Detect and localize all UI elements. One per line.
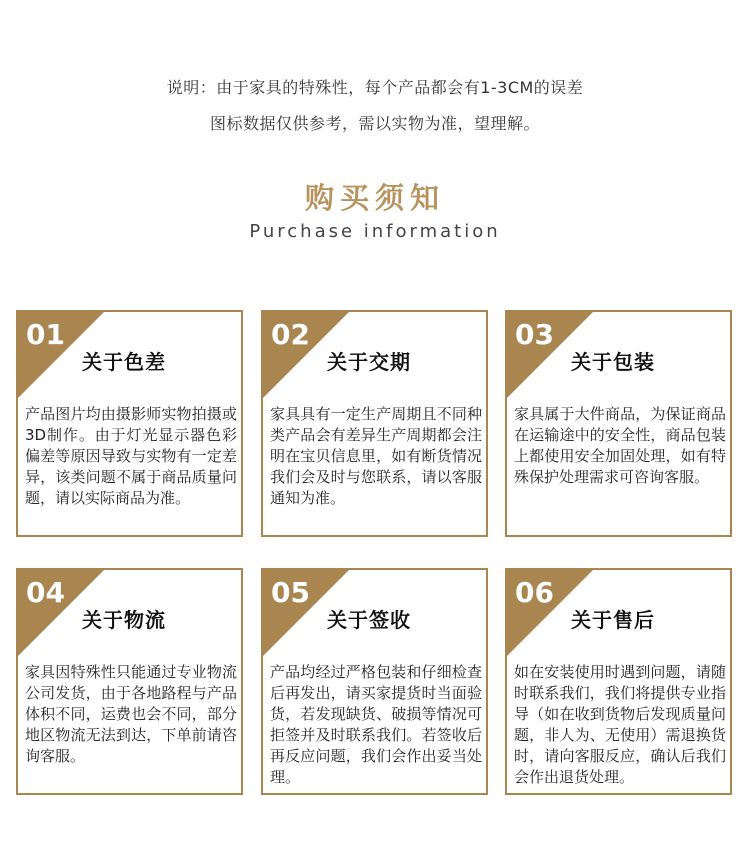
info-card-colour	[16, 310, 243, 537]
card-text: 产品图片均由摄影师实物拍摄或3D制作。由于灯光显示器色彩偏差等原因导致与实物有一定差异，该类问题不属于商品质量问题，请以实际商品为准。	[25, 405, 237, 507]
card-title: 关于色差	[82, 350, 166, 374]
card-number: 06	[515, 576, 554, 609]
card-number: 05	[271, 576, 310, 609]
card-title: 关于售后	[571, 608, 655, 632]
section-subtitle: Purchase information	[249, 221, 501, 242]
info-card-receipt	[261, 568, 488, 795]
info-card-logistics	[16, 568, 243, 795]
card-text: 产品均经过严格包装和仔细检查后再发出，请买家提货时当面验货，若发现缺货、破损等情况可拒签并及时联系我们。若签收后再反应问题，我们会作出妥当处理。	[270, 663, 482, 786]
card-title: 关于物流	[82, 608, 166, 632]
card-text: 家具具有一定生产周期且不同种类产品会有差异生产周期都会注明在宝贝信息里，如有断货情况我们会及时与您联系，请以客服通知为准。	[270, 405, 482, 507]
card-number: 02	[271, 318, 310, 351]
card-title: 关于交期	[327, 350, 411, 374]
card-title: 关于包装	[571, 350, 655, 374]
card-text: 如在安装使用时遇到问题，请随时联系我们，我们将提供专业指导（如在收到货物后发现质量问题，非人为、无使用）需退换货时，请向客服反应，确认后我们会作出退货处理。	[514, 663, 726, 786]
card-number: 03	[515, 318, 554, 351]
notice-line-1: 说明：由于家具的特殊性，每个产品都会有1-3CM的误差	[166, 78, 584, 97]
notice-line-2: 图标数据仅供参考，需以实物为准，望理解。	[209, 114, 540, 133]
card-number: 01	[26, 318, 65, 351]
info-card-packaging	[505, 310, 732, 537]
info-card-after-sales	[505, 568, 732, 795]
card-text: 家具属于大件商品，为保证商品在运输途中的安全性，商品包装上都使用安全加固处理，如有特殊保护处理需求可咨询客服。	[514, 405, 726, 486]
card-text: 家具因特殊性只能通过专业物流公司发货，由于各地路程与产品体积不同，运费也会不同，部分地区物流无法到达，下单前请咨询客服。	[25, 663, 237, 765]
card-number: 04	[26, 576, 65, 609]
card-title: 关于签收	[327, 608, 411, 632]
info-card-delivery-time	[261, 310, 488, 537]
section-title: 购买须知	[304, 181, 445, 215]
